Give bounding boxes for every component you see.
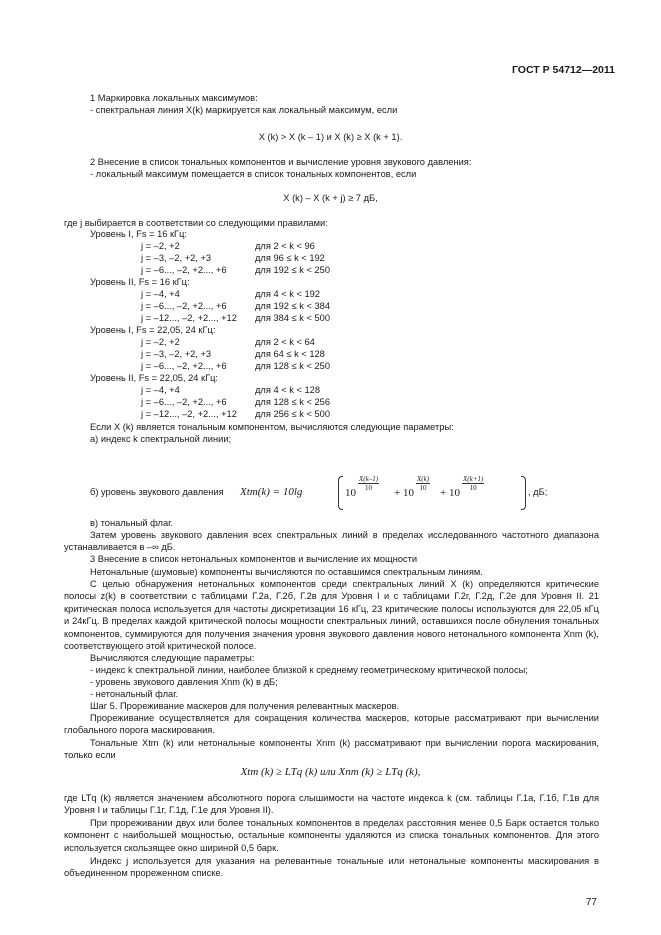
para-critical-bands: С целью обнаружения нетональных компонентов среди спектральных линий X (k) определяются критические полосы z(k) в соответствии с таблицами Г.2а, Г.2б, Г.2в для Уровня I и с таблицами Г.2г, Г.2д, Г.2е для Уровня II. 21 критическая полоса используется для частоты дискретизации 16 кГц, 23 критические полосы используются для 22,05 кГц и 24кГц. В пределах каждой критической полосы мощности спектральных линий, оставшихся после обнуления тональных компонентов, суммируются для получения значения уровня звукового давления нового нетонального компонента Xnm (k), соответствующего этой критической полосе. <box>64 579 599 652</box>
exponent-3 <box>462 475 484 492</box>
section-2-line: - локальный максимум помещается в список тональных компонентов, если <box>90 169 417 179</box>
j-values: j = –6..., –2, +2..., +6 <box>141 301 227 311</box>
k-condition: для 4 < k < 128 <box>255 385 320 395</box>
k-condition: для 384 ≤ k < 500 <box>255 313 331 323</box>
exponent-1-den: 10 <box>365 484 373 492</box>
j-values: j = –3, –2, +2, +3 <box>141 253 212 263</box>
section-1-title: 1 Маркировка локальных максимумов: <box>90 93 258 103</box>
level-title: Уровень II, Fs = 22,05, 24 кГц: <box>90 373 219 383</box>
base-10: 10 <box>449 487 460 499</box>
j-values: j = –3, –2, +2, +3 <box>141 349 212 359</box>
unit-db: , дБ; <box>528 487 548 497</box>
section-1-line: - спектральная линия X(k) маркируется как локальный максимум, если <box>90 105 398 115</box>
formula-lhs: Xtm(k) = 10lg <box>240 486 303 498</box>
page-number: 77 <box>585 897 597 908</box>
right-brace <box>521 476 526 510</box>
step-5-title: Шаг 5. Прореживание маскеров для получения релевантных маскеров. <box>90 701 400 711</box>
if-tonal-line: Если X (k) является тональным компонентом, вычисляются следующие параметры: <box>90 422 454 432</box>
exponent-3-den: 10 <box>469 484 477 492</box>
para-index-j: Индекс j используется для указания на релевантные тональные или нетональные компоненты маскирования в объединенном прореженном списке. <box>64 856 599 879</box>
plus-sign: + <box>440 487 447 499</box>
para-tonal-components: Тональные Xtm (k) или нетональные компоненты Xnm (k) рассматривают при вычислении порога маскирования, только если <box>64 738 599 761</box>
item-v: в) тональный флаг. <box>90 518 173 528</box>
bullet-index: - индекс k спектральной линии, наиболее близкой к среднему геометрическому критической полосы; <box>90 665 528 675</box>
bullet-spl: - уровень звукового давления Xnm (k) в дБ; <box>90 677 278 687</box>
formula-tonal: X (k) – X (k + j) ≥ 7 дБ, <box>283 193 378 203</box>
exponent-2-den: 10 <box>419 484 427 492</box>
para-threshold-def: где LTq (k) является значением абсолютного порога слышимости на частоте индекса k (см. таблицы Г.1а, Г.1б, Г.1в для Уровня I и таблицы Г.1г, Г.1д, Г.1е для Уровня II). <box>64 793 599 816</box>
base-10: 10 <box>403 487 414 499</box>
exponent-2 <box>416 475 430 492</box>
j-values: j = –4, +4 <box>141 385 180 395</box>
j-values: j = –12..., –2, +2..., +12 <box>141 409 237 419</box>
exponent-1 <box>358 475 379 492</box>
formula-local-max: X (k) > X (k – 1) и X (k) ≥ X (k + 1). <box>258 132 403 142</box>
bullet-flag: - нетональный флаг. <box>90 689 179 699</box>
section-2-title: 2 Внесение в список тональных компонентов и вычисление уровня звукового давления: <box>90 157 472 167</box>
j-rule-line: где j выбирается в соответствии со следующими правилами: <box>64 218 328 228</box>
k-condition: для 64 ≤ k < 128 <box>255 349 325 359</box>
base-10: 10 <box>345 487 356 499</box>
j-values: j = –6..., –2, +2..., +6 <box>141 361 227 371</box>
left-brace <box>338 476 343 510</box>
calc-params-line: Вычисляются следующие параметры: <box>90 653 255 663</box>
k-condition: для 2 < k < 64 <box>255 337 315 347</box>
document-header: ГОСТ Р 54712—2011 <box>511 64 615 76</box>
exponent-3-num: X(k+1) <box>463 475 484 483</box>
k-condition: для 96 ≤ k < 192 <box>255 253 325 263</box>
section-3-title: 3 Внесение в список нетональных компонентов и вычисление их мощности <box>90 554 418 564</box>
item-a: а) индекс k спектральной линии; <box>90 434 232 444</box>
para-range-reset: Затем уровень звукового давления всех спектральных линий в пределах исследованного частотного диапазона устанавливается в –∞ дБ. <box>64 530 599 553</box>
exponent-2-num: X(k) <box>417 475 430 483</box>
j-values: j = –2, +2 <box>141 241 180 251</box>
k-condition: для 192 ≤ k < 250 <box>255 265 331 275</box>
j-values: j = –4, +4 <box>141 289 180 299</box>
j-values: j = –2, +2 <box>141 337 180 347</box>
formula-spl <box>90 475 548 509</box>
item-b-label: б) уровень звукового давления <box>90 487 224 497</box>
level-title: Уровень II, Fs = 16 кГц: <box>90 277 190 287</box>
plus-sign: + <box>394 487 401 499</box>
k-condition: для 192 ≤ k < 384 <box>255 301 331 311</box>
exponent-1-num: X(k–1) <box>359 475 379 483</box>
k-condition: для 256 ≤ k < 500 <box>255 409 331 419</box>
j-values: j = –6..., –2, +2..., +6 <box>141 397 227 407</box>
k-condition: для 4 < k < 192 <box>255 289 320 299</box>
k-condition: для 2 < k < 96 <box>255 241 315 251</box>
para-thinning: Прореживание осуществляется для сокращения количества маскеров, которые рассматривают при вычислении глобального порога маскирования. <box>64 713 599 736</box>
k-condition: для 128 ≤ k < 250 <box>255 361 331 371</box>
j-values: j = –6..., –2, +2..., +6 <box>141 265 227 275</box>
j-values: j = –12..., –2, +2..., +12 <box>141 313 237 323</box>
k-condition: для 128 ≤ k < 256 <box>255 397 331 407</box>
section-3-line: Нетональные (шумовые) компоненты вычисляются по оставшимся спектральным линиям. <box>90 567 483 577</box>
formula-threshold: Xtm (k) ≥ LTq (k) или Xnm (k) ≥ LTq (k), <box>240 766 421 778</box>
level-title: Уровень I, Fs = 16 кГц: <box>90 229 187 239</box>
level-title: Уровень I, Fs = 22,05, 24 кГц: <box>90 325 216 335</box>
para-bark-window: При прореживании двух или более тональных компонентов в пределах расстояния менее 0,5 Барк остается только компонент с наибольшей мощностью, остальные компоненты удаляются из списка тональных компонентов. Для этого используется скользящее окно шириной 0,5 барк. <box>64 818 599 853</box>
